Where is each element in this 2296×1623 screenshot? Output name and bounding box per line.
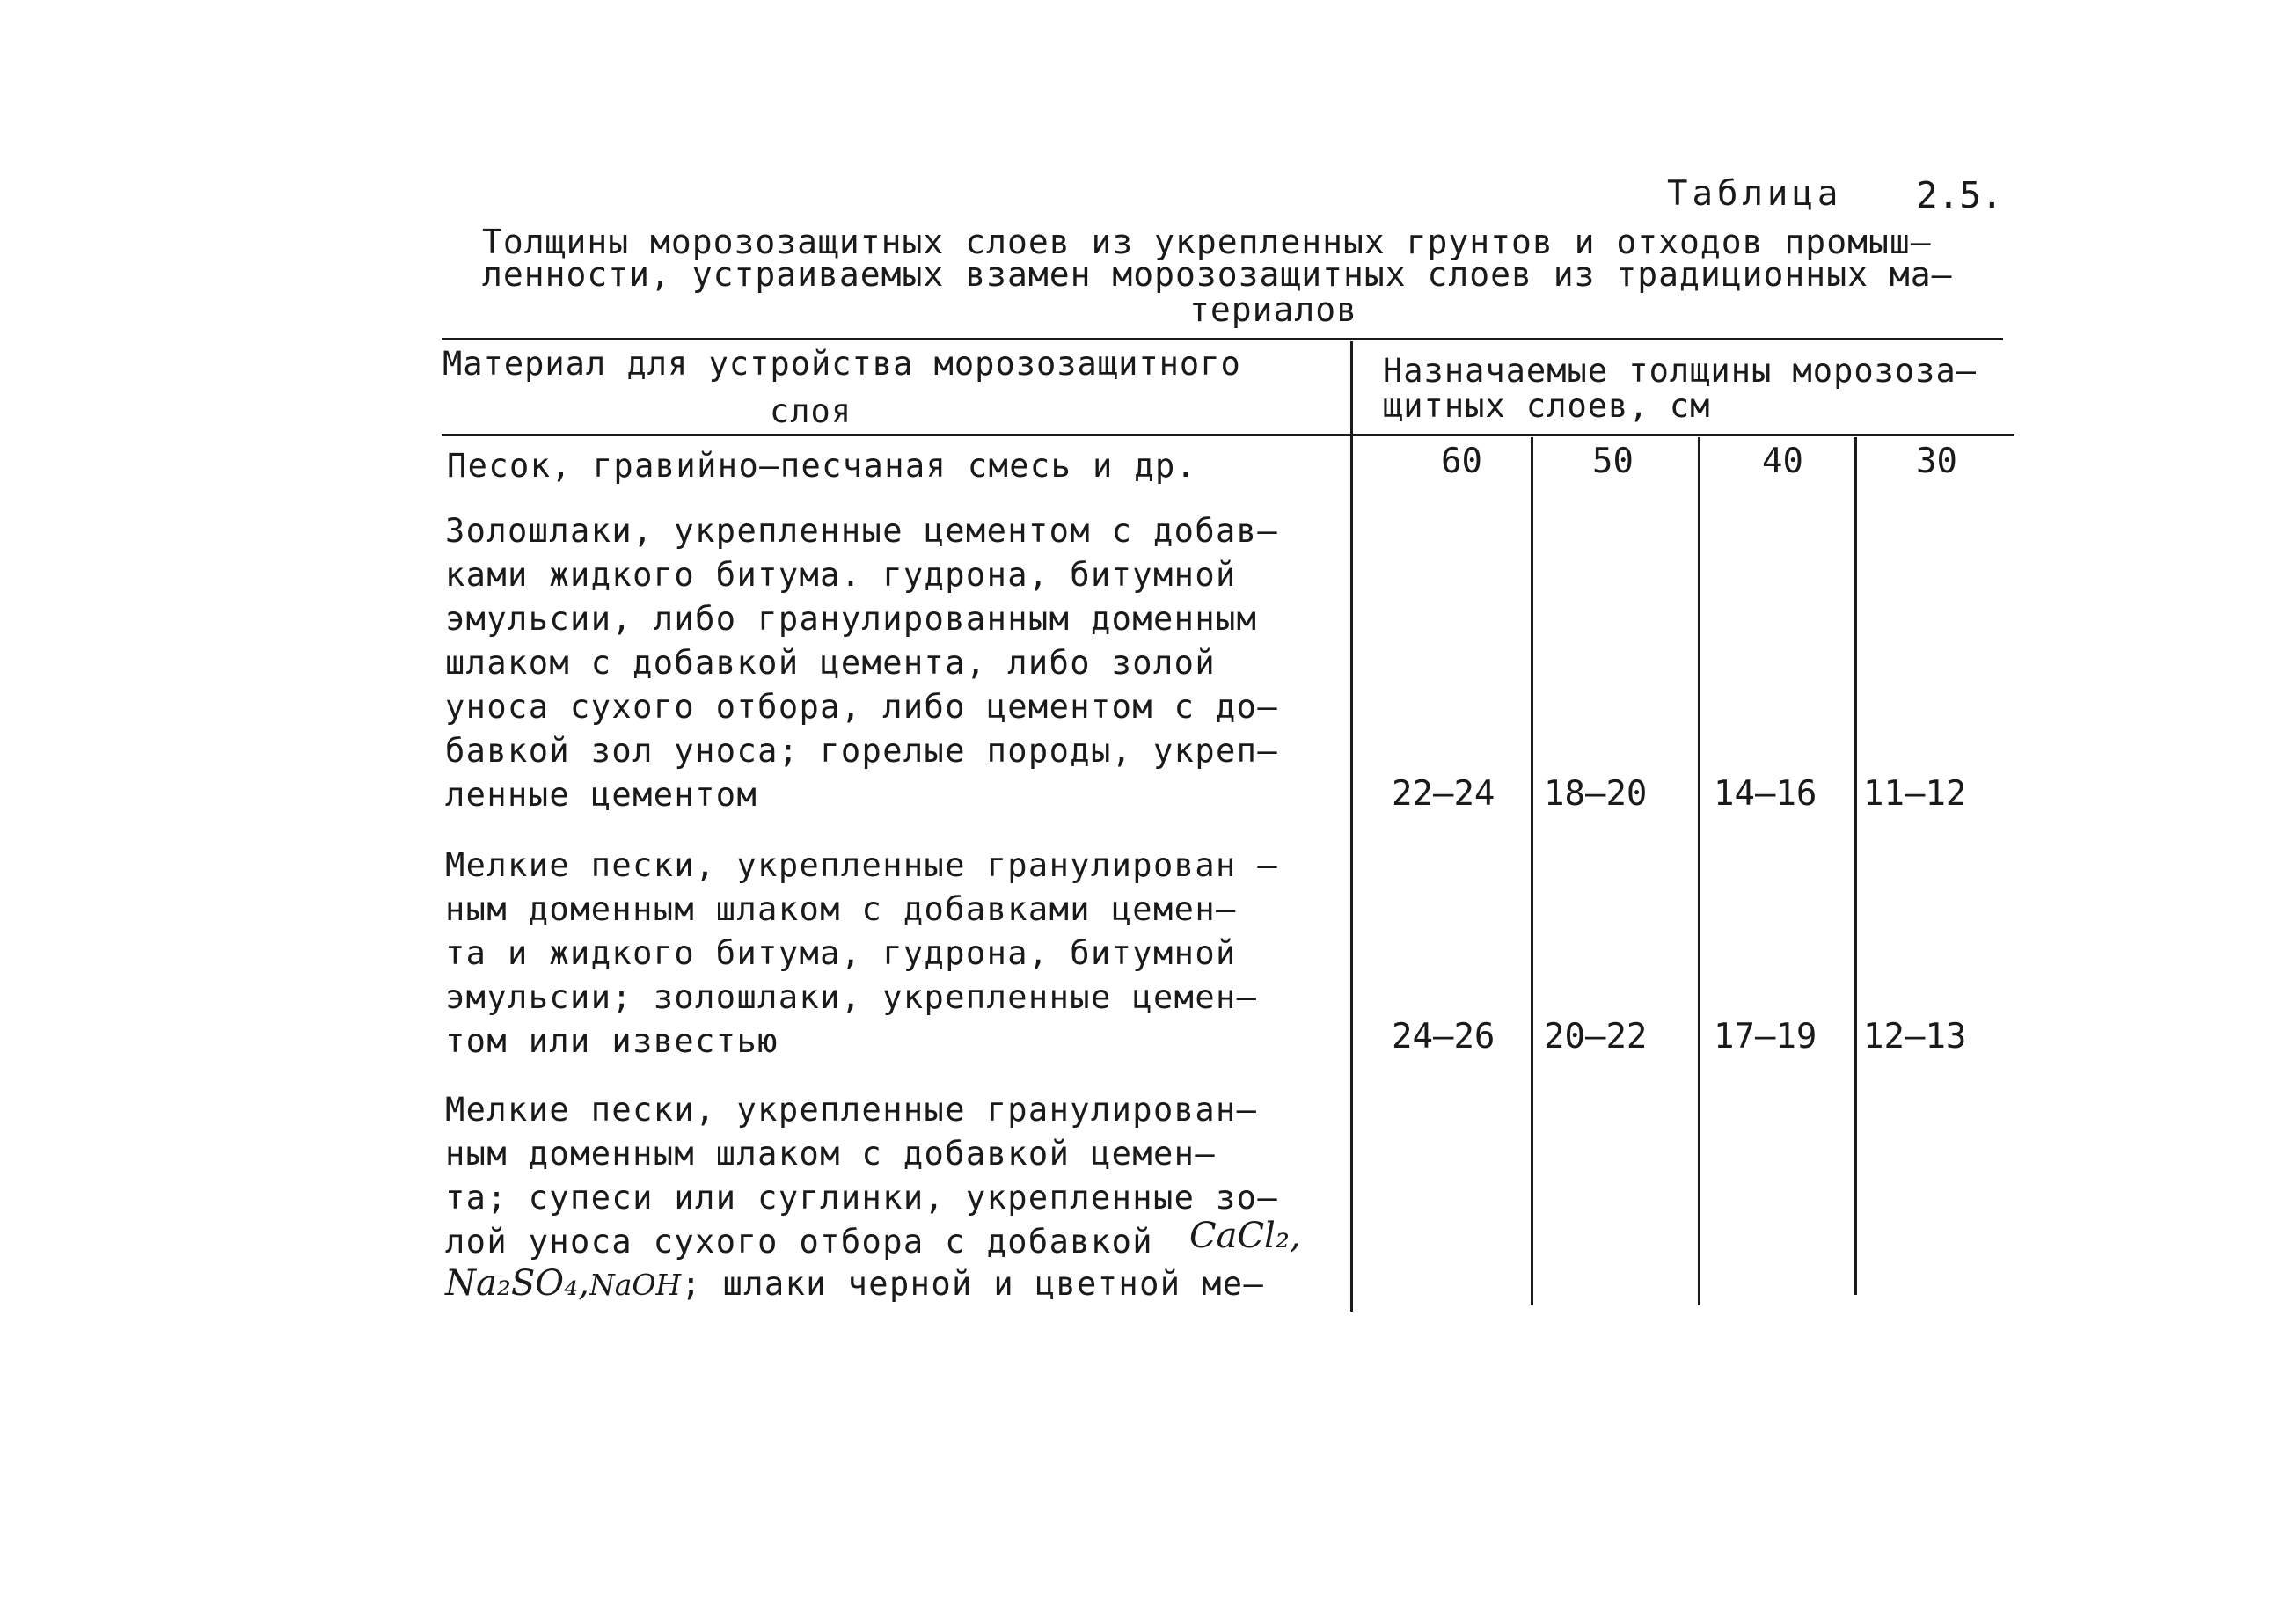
thickness-header-line-2: щитных слоев, см [1383,387,1711,425]
table-number: 2.5. [1916,174,2003,216]
value-cell: 24–26 [1392,1017,1495,1056]
thickness-header-line-1: Назначаемые толщины морозоза– [1383,352,1978,390]
column-header-30: 30 [1916,442,1957,481]
header-bottom-rule [442,434,2014,436]
material-text: эмульсии, либо гранулированным доменным [445,600,1258,638]
material-text: том или известью [445,1022,779,1060]
material-text: Золошлаки, укрепленные цементом с добав– [445,512,1279,550]
value-cell: 14–16 [1714,774,1817,814]
material-text: Мелкие пески, укрепленные гранулирован – [445,846,1279,884]
table-caption-line-2: ленности, устраиваемых взамен морозозащитных слоев из традиционных ма– [482,255,1953,294]
value-cell: 22–24 [1392,774,1495,814]
material-text: Песок, гравийно–песчаная смесь и др. [447,447,1197,485]
material-text: шлаком с добавкой цемента, либо золой [445,644,1217,682]
material-text: бавкой зол уноса; горелые породы, укреп– [445,732,1279,770]
material-column-divider [1350,341,1353,1312]
chemical-formula-naoh: NaOH [589,1268,682,1302]
column-divider-40-30 [1854,437,1857,1295]
value-cell: 12–13 [1863,1017,1967,1056]
value-cell: 18–20 [1544,774,1648,814]
table-caption-line-3: териалов [1189,290,1358,329]
value-cell: 11–12 [1863,774,1967,814]
material-text: эмульсии; золошлаки, укрепленные цемен– [445,978,1258,1016]
column-header-60: 60 [1441,442,1482,481]
table-label: Таблица [1667,174,1843,214]
chemical-formula-cacl2: CaCl₂, [1189,1216,1301,1256]
material-text: та и жидкого битума, гудрона, битумной [445,934,1237,972]
material-text: лой уноса сухого отбора с добавкой [445,1223,1153,1261]
material-text: ками жидкого битума. гудрона, битумной [445,556,1237,594]
material-text: Мелкие пески, укрепленные гранулирован– [445,1091,1258,1129]
material-text-last-line [445,1263,1264,1304]
value-cell: 17–19 [1714,1017,1817,1056]
chemical-formula-na2so4: Na₂SO₄, [445,1263,589,1304]
column-header-40: 40 [1762,442,1803,481]
column-divider-60-50 [1531,437,1533,1305]
column-divider-50-40 [1698,437,1700,1305]
table-top-rule [442,338,2003,340]
material-header-line-1: Материал для устройства морозозащитного [442,345,1241,383]
value-cell: 20–22 [1544,1017,1648,1056]
table-caption-line-1: Толщины морозозащитных слоев из укрепленных грунтов и отходов промыш– [482,223,1932,261]
material-header-line-2: слоя [770,392,852,430]
material-text: ным доменным шлаком с добавками цемен– [445,890,1237,928]
material-text: ным доменным шлаком с добавкой цемен– [445,1135,1217,1173]
material-text: ленные цементом [445,776,758,814]
column-header-50: 50 [1592,442,1634,481]
material-text: уноса сухого отбора, либо цементом с до– [445,688,1279,726]
material-text-tail: ; шлаки черной и цветной ме– [681,1265,1265,1303]
material-text: та; супеси или суглинки, укрепленные зо– [445,1179,1279,1217]
